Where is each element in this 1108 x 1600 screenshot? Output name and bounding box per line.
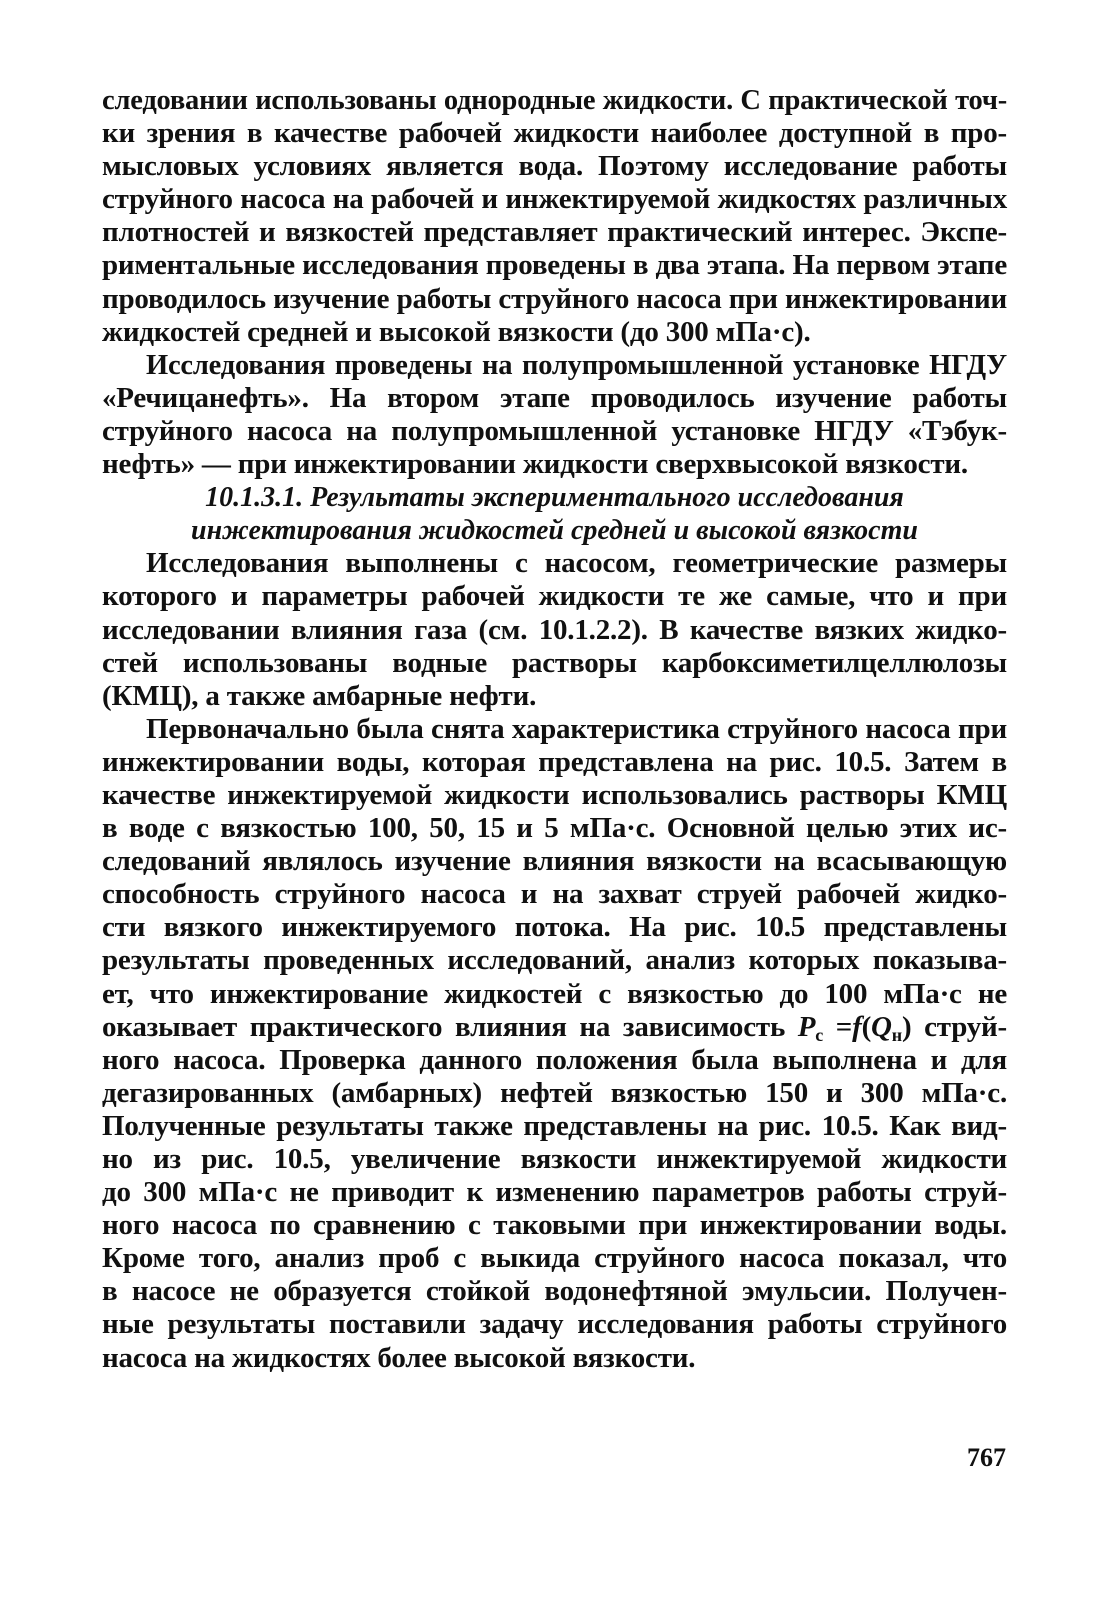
text-line: в насосе не образуется стойкой водонефтяной эмульсии. Получен-	[102, 1275, 1007, 1308]
text-line: струйного насоса на полупромышленной установке НГДУ «Тэбук-	[102, 414, 1007, 447]
document-page	[102, 84, 1007, 1375]
text-line: качестве инжектируемой жидкости использовались растворы КМЦ	[102, 778, 1007, 811]
text-line: дегазированных (амбарных) нефтей вязкостью 150 и 300 мПа·с.	[102, 1076, 1007, 1109]
formula-close: )	[901, 1010, 912, 1043]
text-line: в воде с вязкостью 100, 50, 15 и 5 мПа·с. Основной целью этих ис-	[102, 812, 1007, 845]
text-line: ные результаты поставили задачу исследования работы струйного	[102, 1308, 1007, 1341]
text-line: Первоначально была снята характеристика струйного насоса при	[146, 712, 1007, 745]
text-line: стей использованы водные растворы карбоксиметилцеллюлозы	[102, 646, 1007, 679]
text-line: плотностей и вязкостей представляет практический интерес. Экспе-	[102, 216, 1007, 249]
text-line: следований являлось изучение влияния вязкости на всасывающую	[102, 845, 1007, 878]
text-line: ет, что инжектирование жидкостей с вязкостью до 100 мПа·с не	[102, 977, 1007, 1010]
text-line: мысловых условиях является вода. Поэтому исследование работы	[102, 150, 1007, 183]
text-line: Кроме того, анализ проб с выкида струйного насоса показал, что	[102, 1242, 1007, 1275]
formula-line	[102, 1011, 1007, 1044]
formula-p-sub: с	[815, 1024, 824, 1045]
text-line: ного насоса по сравнению с таковыми при инжектировании воды.	[102, 1209, 1007, 1242]
formula-line-text: оказывает практического влияния на зависимость	[102, 1010, 786, 1043]
page-number: 767	[967, 1443, 1006, 1472]
text-line: сти вязкого инжектируемого потока. На рис. 10.5 представлены	[102, 911, 1007, 944]
formula-tail: струй-	[911, 1010, 1008, 1043]
text-line: ного насоса. Проверка данного положения была выполнена и для	[102, 1043, 1007, 1076]
text-line: жидкостей средней и высокой вязкости (до 300 мПа·с).	[102, 315, 811, 348]
text-line: инжектировании воды, которая представлена на рис. 10.5. Затем в	[102, 745, 1007, 778]
formula-p: P	[797, 1010, 816, 1043]
text-line: Исследования выполнены с насосом, геометрические размеры	[146, 547, 1007, 580]
text-line: проводилось изучение работы струйного насоса при инжектировании	[102, 282, 1007, 315]
text-line: способность струйного насоса и на захват струей рабочей жидко-	[102, 878, 1007, 911]
text-line: «Речицанефть». На втором этапе проводилось изучение работы	[102, 381, 1007, 414]
formula-q: Q	[871, 1010, 892, 1043]
text-line: нефть» — при инжектировании жидкости сверхвысокой вязкости.	[102, 448, 968, 481]
formula-eq: =	[823, 1010, 853, 1043]
section-heading-line-2: инжектирования жидкостей средней и высокой вязкости	[191, 515, 918, 547]
section-heading-line-1: 10.1.3.1. Результаты экспериментального исследования	[205, 482, 904, 514]
text-line: следовании использованы однородные жидкости. С практической точ-	[102, 85, 1007, 116]
text-line: до 300 мПа·с не приводит к изменению параметров работы струй-	[102, 1176, 1007, 1209]
text-line: риментальные исследования проведены в два этапа. На первом этапе	[102, 249, 1007, 282]
text-line: (КМЦ), а также амбарные нефти.	[102, 679, 537, 712]
text-line: исследовании влияния газа (см. 10.1.2.2). В качестве вязких жидко-	[102, 613, 1007, 646]
text-line: которого и параметры рабочей жидкости те же самые, что и при	[102, 580, 1007, 613]
text-line: ки зрения в качестве рабочей жидкости наиболее доступной в про-	[102, 117, 1007, 150]
formula-f: f	[852, 1010, 862, 1043]
formula-open: (	[861, 1010, 872, 1043]
text-line: Полученные результаты также представлены на рис. 10.5. Как вид-	[102, 1109, 1007, 1142]
formula-q-sub: н	[891, 1024, 902, 1045]
text-line: но из рис. 10.5, увеличение вязкости инжектируемой жидкости	[102, 1143, 1007, 1175]
text-line: Исследования проведены на полупромышленной установке НГДУ	[146, 349, 1007, 381]
text-line: насоса на жидкостях более высокой вязкости.	[102, 1341, 696, 1374]
text-line: струйного насоса на рабочей и инжектируемой жидкостях различных	[102, 183, 1007, 216]
text-line: результаты проведенных исследований, анализ которых показыва-	[102, 944, 1007, 977]
